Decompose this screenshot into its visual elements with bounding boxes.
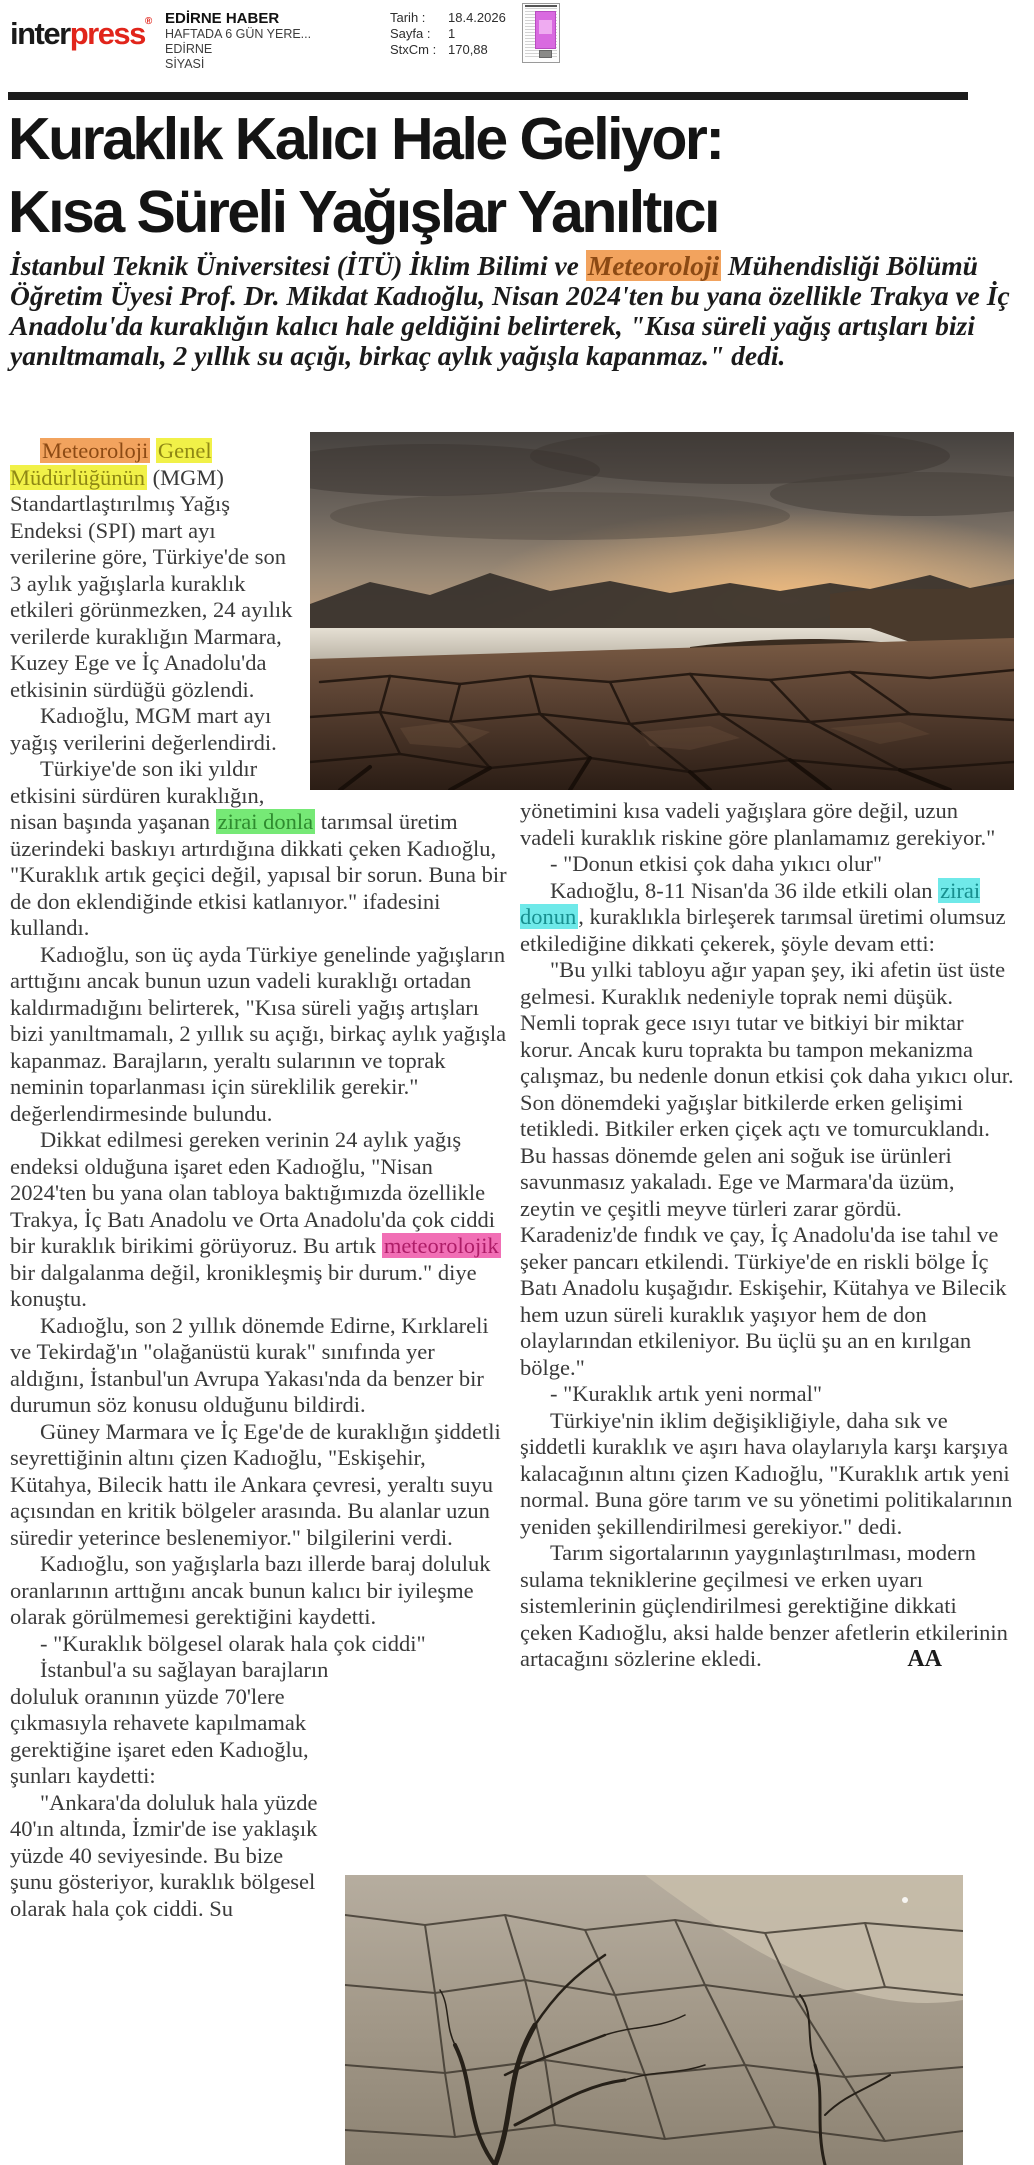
text-segment: yönetimini kısa vadeli yağışlara göre değil, uzun vadeli kuraklık riskine göre planlamamız gerekiyor." xyxy=(520,798,996,850)
article-paragraph xyxy=(520,851,1014,878)
article-paragraph xyxy=(10,1127,507,1313)
text-segment: İstanbul'a su sağlayan barajların doluluk oranının yüzde 70'lere çıkmasıyla rehavete kapılmamak gerektiğine işaret eden Kadıoğlu, şunları kaydetti: xyxy=(10,1657,329,1788)
text-segment: Türkiye'nin iklim değişikliğiyle, daha sık ve şiddetli kuraklık ve aşırı hava olaylarıyla karşı karşıya kalacağının altını çizen Kadıoğlu, "Kuraklık artık yeni normal. Buna göre tarım ve su yönetimi politikalarının yeniden şekillendirilmesi gerekiyor." dedi. xyxy=(520,1407,1013,1539)
keyword-highlight-cyan: zirai donun xyxy=(520,877,981,929)
headline-line-2: Kısa Süreli Yağışlar Yanıltıcı xyxy=(8,179,718,245)
publication-category: SİYASİ xyxy=(165,57,205,71)
divider-rule xyxy=(8,92,968,100)
text-segment: Kadıoğlu, son 2 yıllık dönemde Edirne, Kırklareli ve Tekirdağ'ın "olağanüstü kurak" sınıfında yer aldığını, İstanbul'un Avrupa Yakası'nda da benzer bir durumun söz konusu olduğunu bildirdi. xyxy=(10,1312,489,1417)
thumbnail-masthead xyxy=(525,5,557,7)
text-segment: - "Donun etkisi çok daha yıkıcı olur" xyxy=(550,851,883,876)
article-paragraph xyxy=(520,798,1014,851)
text-segment: "Bu yılki tabloyu ağır yapan şey, iki afetin üst üste gelmesi. Kuraklık nedeniyle toprak nemi düşük. Nemli toprak gece ısıyı tutar ve bitkiyi bir miktar korur. Ancak kuru toprakta bu tampon mekanizma çalışmaz, bu nedenle donun etkisi çok daha yıkıcı olur. Son dönemdeki yağışlar bitkilerde erken gelişimi tetikledi. Bitkiler erken çiçek açtı ve tomurcuklandı. Bu hassas dönemde gelen ani soğuk ise ürünleri savunmasız yakaladı. Ege ve Marmara'da üzüm, zeytin ve çeşitli meyve türleri zarar gördü. Karadeniz'de fındık ve çay, İç Anadolu'da ise tahıl ve şeker pancarı etkilendi. Türkiye'de en riskli bölge İç Batı Anadolu kuşağıdır. Eskişehir, Kütahya ve Bilecik hem uzun süreli kuraklık yaşıyor hem de don olaylarından etkileniyor. Bu üçlü şu an en kırılgan bölge." xyxy=(520,957,1014,1380)
publication-name: EDİRNE HABER xyxy=(165,10,280,27)
page-thumbnail[interactable] xyxy=(522,3,560,63)
article-left-column xyxy=(10,438,507,1952)
keyword-highlight-orange: Meteoroloji xyxy=(42,438,149,463)
thumbnail-highlight-region xyxy=(535,11,556,49)
article-paragraph xyxy=(10,1551,507,1631)
registered-mark: ® xyxy=(144,16,153,27)
text-segment: tarımsal üretim üzerindeki baskıyı artırdığına dikkati çeken Kadıoğlu, "Kuraklık artık geçici değil, yapısal bir sorun. Buna bir de don eklendiğinde etkisi katlanıyor." ifadesini kullandı. xyxy=(10,809,507,940)
meta-value: 18.4.2026 xyxy=(448,10,506,25)
article-paragraph xyxy=(10,942,507,1128)
article-paragraph xyxy=(520,878,1014,958)
news-agency-credit: AA xyxy=(907,1646,942,1672)
drought-photo-bottom-graphic xyxy=(345,1875,963,2165)
text-segment: Mühendisliği Bölümü Öğretim Üyesi Prof. Dr. Mikdat Kadıoğlu, Nisan 2024'ten bu yana özellikle Trakya ve İç Anadolu'da kuraklığın kalıcı hale geldiğini belirterek, "Kısa süreli yağış artışları bizi yanıltmamalı, 2 yıllık su açığı, birkaç aylık yağışla kapanmaz." dedi. xyxy=(10,250,1010,371)
clipping-meta xyxy=(390,10,506,58)
meta-label: Tarih : xyxy=(390,10,426,25)
lead-paragraph xyxy=(10,251,1018,371)
meta-label: StxCm : xyxy=(390,42,437,57)
keyword-highlight-magenta: meteorolojik xyxy=(383,1233,499,1258)
headline-line-1: Kuraklık Kalıcı Hale Geliyor: xyxy=(8,106,723,172)
text-segment: (MGM) Standartlaştırılmış Yağış Endeksi (SPI) mart ayı verilerine göre, Türkiye'de son 3 aylık yağışlarla kuraklık etkileri görünmezken, 24 ayılık verilerde kuraklığın Marmara, Kuzey Ege ve İç Anadolu'da etkisinin sürdüğü gözlendi. xyxy=(10,464,293,702)
keyword-highlight-green: zirai donla xyxy=(217,809,314,834)
article-paragraph xyxy=(10,1631,507,1658)
text-segment: , kuraklıkla birleşerek tarımsal üretimi olumsuz etkilediğine dikkati çekerek, şöyle devam etti: xyxy=(520,904,1006,956)
article-paragraph xyxy=(520,957,1014,1381)
text-segment: İstanbul Teknik Üniversitesi (İTÜ) İklim Bilimi ve xyxy=(10,250,586,281)
article-paragraph xyxy=(520,1408,1014,1541)
text-segment: "Ankara'da doluluk hala yüzde 40'ın altında, İzmir'de ise yaklaşık yüzde 40 seviyesinde. Bu bize şunu gösteriyor, kuraklık bölgesel olarak hala çok ciddi. Su xyxy=(10,1789,318,1921)
text-segment: Kadıoğlu, 8-11 Nisan'da 36 ilde etkili olan xyxy=(550,877,939,903)
meta-label: Sayfa : xyxy=(390,26,431,41)
text-segment: - "Kuraklık bölgesel olarak hala çok ciddi" xyxy=(40,1630,426,1656)
photo-wrap-spacer xyxy=(311,438,507,796)
meta-row-stxcm xyxy=(390,42,506,58)
text-segment: Güney Marmara ve İç Ege'de de kuraklığın şiddetli seyrettiğinin altını çizen Kadıoğlu, "Eskişehir, Kütahya, Bilecik hattı ile Ankara çevresi, yeraltı suyu açısından en kritik bölgeler arasında. Bu alanlar uzun süredir yeterince beslenemiyor." bilgilerini verdi. xyxy=(10,1418,501,1550)
publication-info xyxy=(165,10,365,72)
article-headline xyxy=(8,103,1022,249)
keyword-highlight-yellow: Genel Müdürlüğünün xyxy=(10,438,212,490)
text-segment: Dikkat edilmesi gereken verinin 24 aylık yağış endeksi olduğuna işaret eden Kadıoğlu, "Nisan 2024'ten bu yana olan tabloya baktığımızda özellikle Trakya, İç Batı Anadolu ve Orta Anadolu'da çok ciddi bir kuraklık birikimi görüyoruz. Bu artık xyxy=(10,1127,495,1258)
text-segment: Kadıoğlu, son üç ayda Türkiye genelinde yağışların arttığını ancak bunun uzun vadeli kuraklığı ortadan kaldırmadığını belirterek, "Kısa süreli yağış artışları bizi yanıltmamalı, 2 yıllık su açığı, birkaç aylık yağışla kapanmaz. Barajların, yeraltı sularının ve toprak neminin toparlanması için süreklilik gerekir." değerlendirmesinde bulundu. xyxy=(10,941,507,1126)
article-paragraph xyxy=(520,1381,1014,1408)
keyword-highlight-orange: Meteoroloji xyxy=(587,250,720,281)
text-segment: - "Kuraklık artık yeni normal" xyxy=(550,1381,823,1406)
text-segment: bir dalgalanma değil, kronikleşmiş bir durum." diye konuştu. xyxy=(10,1259,477,1311)
publication-frequency: HAFTADA 6 GÜN YERE... xyxy=(165,27,312,41)
drought-photo-bottom xyxy=(345,1875,963,2165)
meta-value: 170,88 xyxy=(448,42,488,57)
text-segment: Türkiye'de son iki yıldır etkisini sürdüren kuraklığın, nisan başında yaşanan xyxy=(10,756,265,834)
meta-row-page xyxy=(390,26,506,42)
thumbnail-photo-block xyxy=(539,50,552,58)
meta-value: 1 xyxy=(448,26,456,41)
right-column-text xyxy=(520,798,1014,1673)
article-paragraph xyxy=(10,1313,507,1419)
meta-row-date xyxy=(390,10,506,26)
text-segment: Kadıoğlu, son yağışlarla bazı illerde baraj doluluk oranlarının arttığını ancak bunun kalıcı bir iyileşme olarak görülmemesi gerektiğini kaydetti. xyxy=(10,1551,491,1629)
publication-city: EDİRNE xyxy=(165,42,213,56)
logo-text-press: press xyxy=(69,16,145,51)
article-right-column xyxy=(520,798,1014,1673)
thumbnail-highlight-inner xyxy=(539,20,552,34)
text-segment: Kadıoğlu, MGM mart ayı yağış verilerini değerlendirdi. xyxy=(10,703,277,755)
logo-text-inter: inter xyxy=(10,16,70,51)
interpress-logo xyxy=(10,16,152,52)
article-paragraph xyxy=(10,1419,507,1552)
text-segment: Tarım sigortalarının yaygınlaştırılması, modern sulama tekniklerine geçilmesi ve erken uyarı sistemlerinin güçlendirilmesi gerektiğine dikkati çeken Kadıoğlu, aksi halde benzer afetlerin etkilerinin artacağını sözlerine ekledi. xyxy=(520,1540,1008,1671)
clipping-header xyxy=(0,0,1034,92)
